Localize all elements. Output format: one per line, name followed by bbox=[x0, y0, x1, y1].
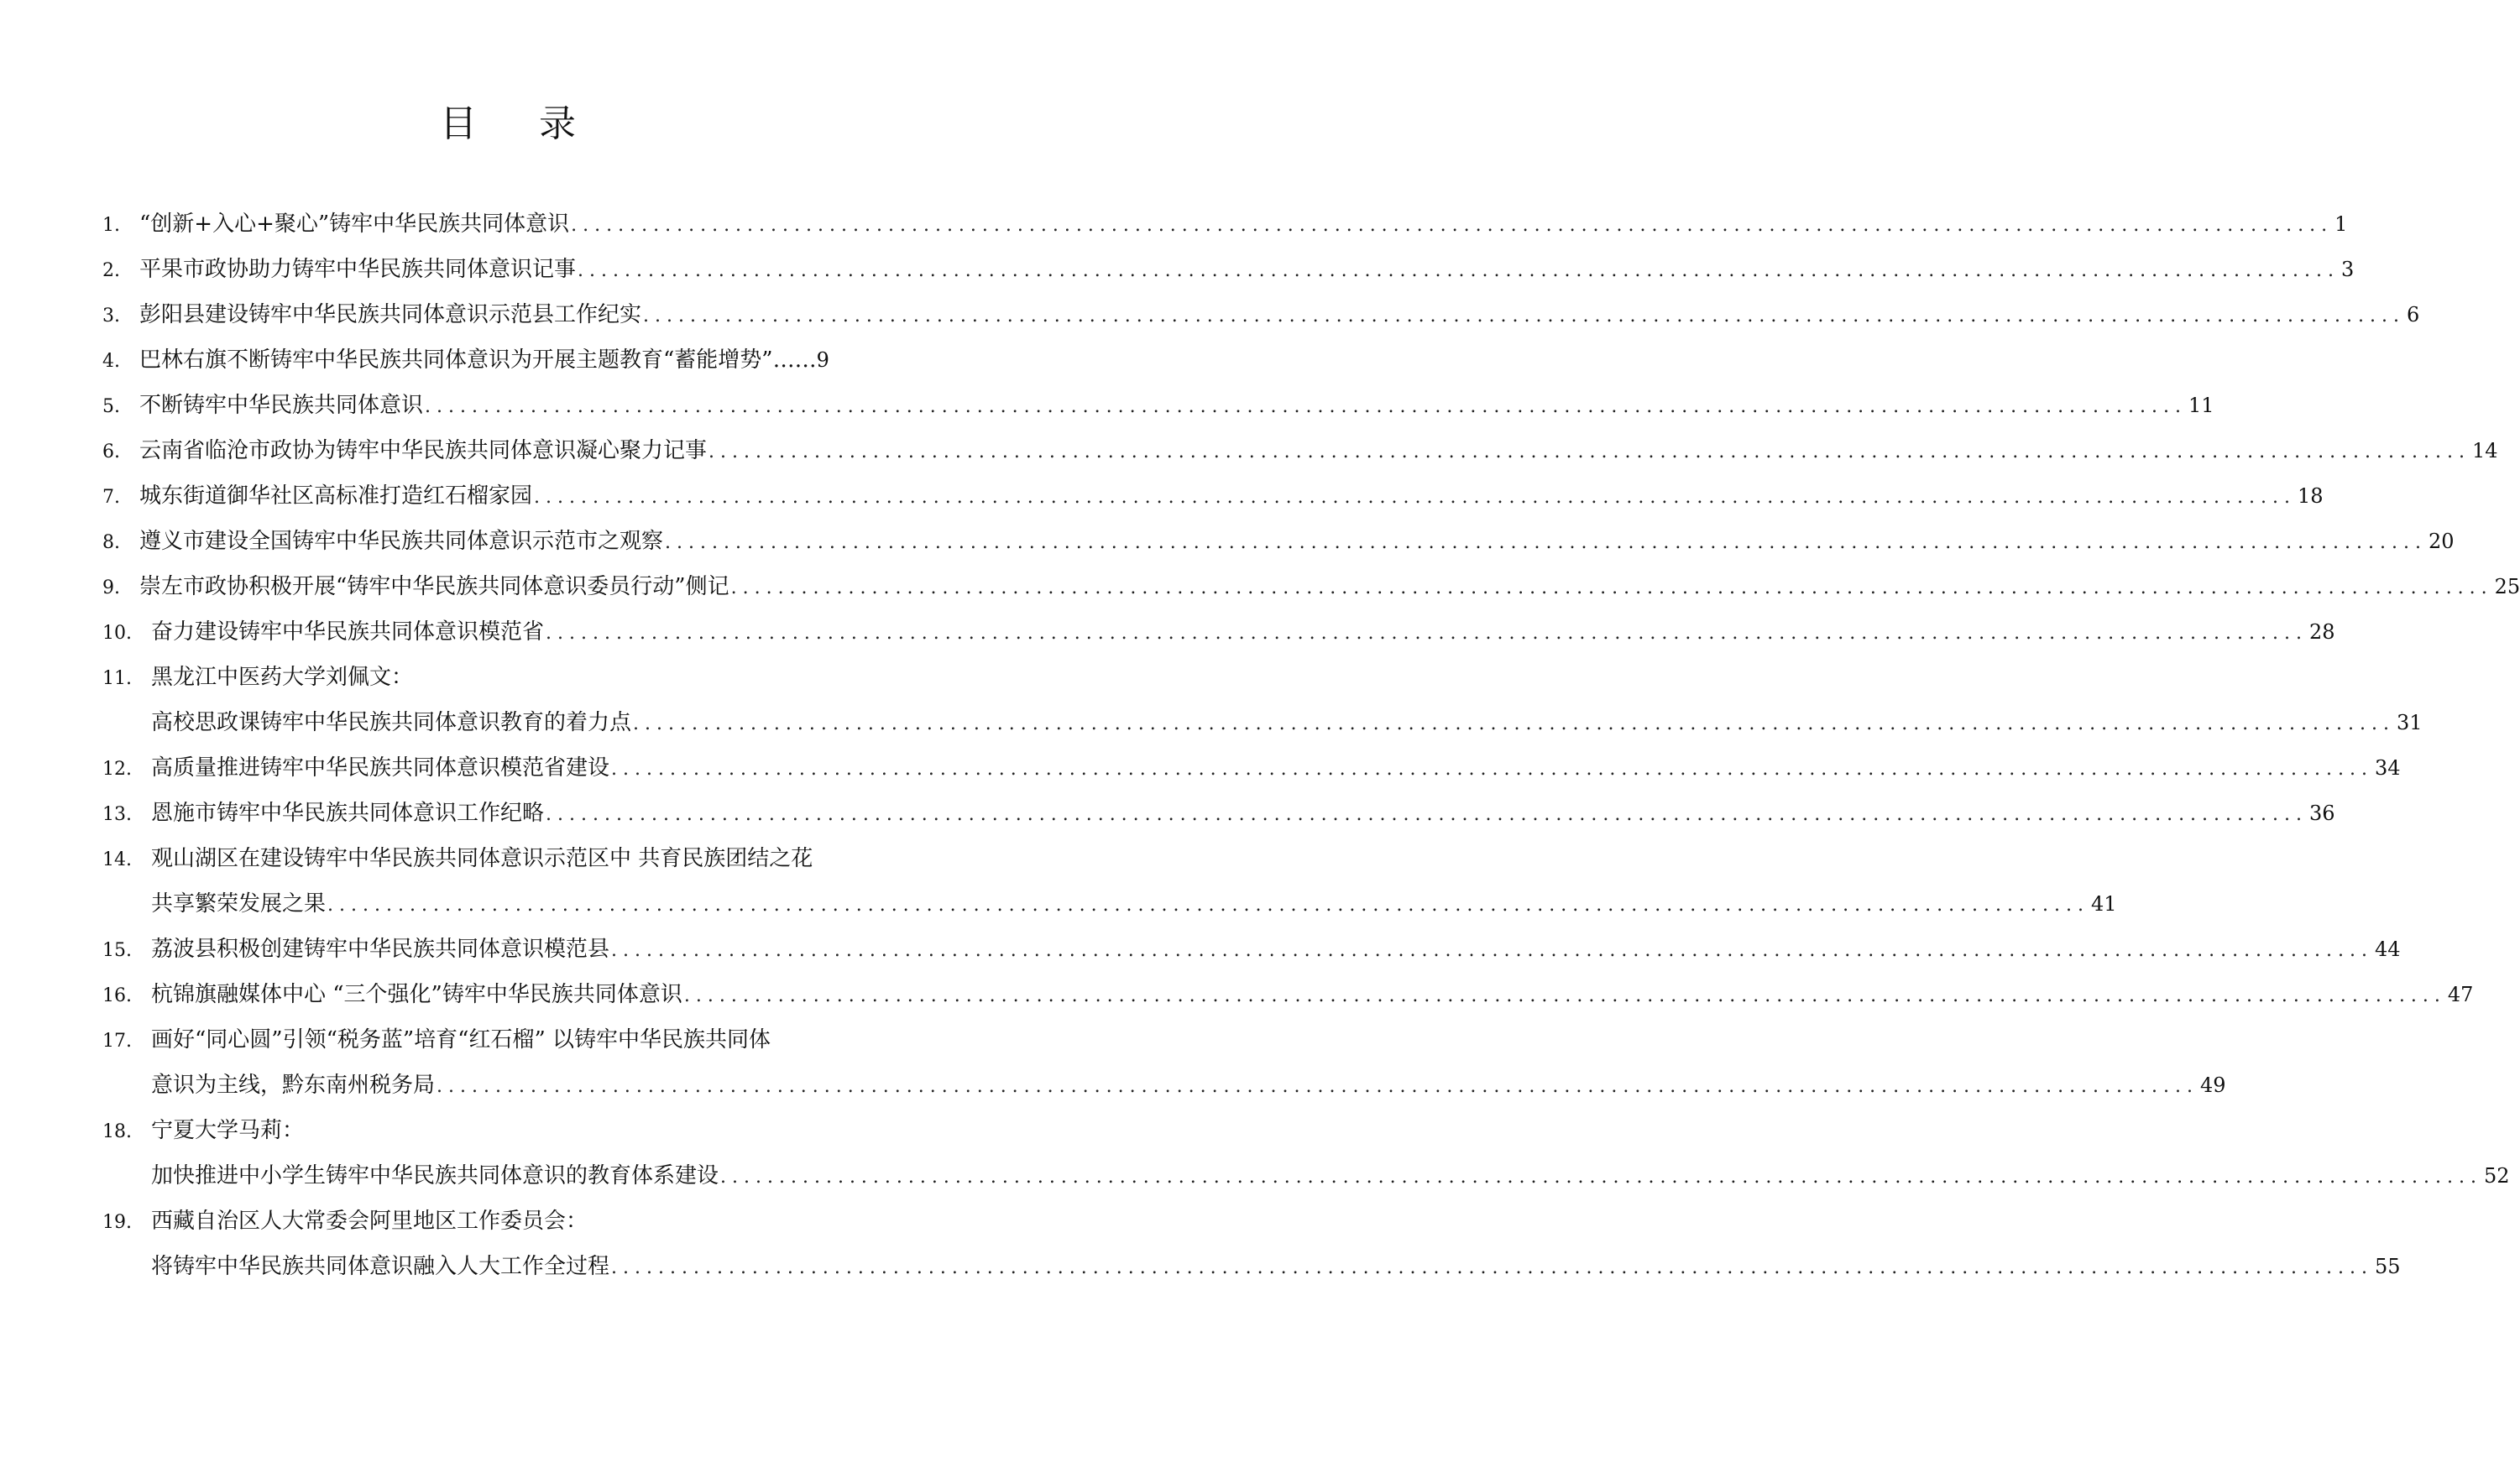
toc-number: 18. bbox=[102, 1121, 132, 1142]
toc-title: 不断铸牢中华民族共同体意识 bbox=[139, 393, 424, 418]
toc-number: 10. bbox=[102, 623, 132, 644]
toc-entry-12[interactable] bbox=[102, 745, 2401, 791]
toc-entry-6[interactable] bbox=[102, 428, 2498, 473]
toc-page-number: 44 bbox=[2375, 938, 2401, 961]
toc-title: 荔波县积极创建铸牢中华民族共同体意识模范县 bbox=[151, 937, 610, 962]
toc-title: 崇左市政协积极开展“铸牢中华民族共同体意识委员行动”侧记 bbox=[139, 574, 729, 599]
toc-title: 巴林右旗不断铸牢中华民族共同体意识为开展主题教育“蓄能增势”…… bbox=[139, 347, 817, 373]
toc-page-number: 52 bbox=[2484, 1164, 2510, 1188]
toc-page-number: 36 bbox=[2309, 802, 2335, 825]
toc-number: 19. bbox=[102, 1212, 132, 1233]
toc-entry-17[interactable] bbox=[102, 1063, 2226, 1108]
toc-page-number: 20 bbox=[2429, 530, 2455, 553]
toc-title: 平果市政协助力铸牢中华民族共同体意识记事 bbox=[139, 257, 577, 282]
toc-entry-13[interactable] bbox=[102, 791, 2335, 836]
dot-leader bbox=[611, 1246, 2373, 1291]
toc-number: 12. bbox=[102, 759, 132, 780]
toc-title: 高质量推进铸牢中华民族共同体意识模范省建设 bbox=[151, 755, 610, 781]
toc-entry-11[interactable] bbox=[102, 700, 2423, 745]
toc-title-line1: 黑龙江中医药大学刘佩文： bbox=[151, 665, 414, 690]
dot-leader bbox=[665, 520, 2427, 566]
toc-number: 3. bbox=[102, 306, 120, 326]
toc-number: 4. bbox=[102, 351, 120, 372]
toc-page-number: 3 bbox=[2341, 258, 2355, 281]
toc-entry-1[interactable] bbox=[102, 201, 2348, 247]
toc-number: 9. bbox=[102, 577, 120, 598]
toc-title-line1: 西藏自治区人大常委会阿里地区工作委员会： bbox=[151, 1209, 588, 1234]
toc-page-number: 25 bbox=[2494, 575, 2520, 598]
dot-leader bbox=[643, 294, 2405, 339]
dot-leader bbox=[534, 475, 2296, 520]
dot-leader bbox=[611, 928, 2373, 974]
toc-entry-2[interactable] bbox=[102, 247, 2355, 292]
toc-title: 遵义市建设全国铸牢中华民族共同体意识示范市之观察 bbox=[139, 529, 664, 554]
dot-leader bbox=[571, 203, 2333, 248]
toc-entry-10[interactable] bbox=[102, 609, 2335, 655]
toc-page-number: 9 bbox=[816, 348, 829, 372]
toc-page-number: 6 bbox=[2407, 303, 2420, 326]
toc-page-number: 11 bbox=[2188, 394, 2214, 417]
dot-leader bbox=[708, 430, 2470, 475]
toc-entry-9[interactable] bbox=[102, 564, 2520, 609]
toc-title: 加快推进中小学生铸牢中华民族共同体意识的教育体系建设 bbox=[151, 1163, 719, 1188]
toc-number: 1. bbox=[102, 215, 120, 236]
toc-number: 16. bbox=[102, 985, 132, 1006]
toc-number: 11. bbox=[102, 668, 132, 689]
toc-entry-8[interactable] bbox=[102, 519, 2455, 564]
toc-page-number: 1 bbox=[2334, 212, 2348, 236]
toc-number: 2. bbox=[102, 260, 120, 281]
dot-leader bbox=[546, 611, 2308, 656]
toc-title: 彭阳县建设铸牢中华民族共同体意识示范县工作纪实 bbox=[139, 302, 642, 327]
toc-number: 6. bbox=[102, 441, 120, 462]
toc-number: 13. bbox=[102, 804, 132, 825]
toc-title: 共享繁荣发展之果 bbox=[151, 891, 327, 917]
dot-leader bbox=[731, 566, 2493, 611]
toc-title-line1: 画好“同心圆”引领“税务蓝”培育“红石榴” 以铸牢中华民族共同体 bbox=[151, 1027, 771, 1053]
table-of-contents bbox=[102, 201, 2520, 1289]
toc-page-number: 55 bbox=[2375, 1255, 2401, 1278]
dot-leader bbox=[425, 384, 2187, 430]
dot-leader bbox=[720, 1155, 2482, 1200]
toc-entry-5[interactable] bbox=[102, 383, 2214, 428]
dot-leader bbox=[546, 792, 2308, 838]
dot-leader bbox=[633, 702, 2395, 747]
toc-number: 5. bbox=[102, 396, 120, 417]
toc-title: 杭锦旗融媒体中心 “三个强化”铸牢中华民族共同体意识 bbox=[151, 982, 682, 1007]
toc-title: 云南省临沧市政协为铸牢中华民族共同体意识凝心聚力记事 bbox=[139, 438, 708, 463]
toc-page-number: 34 bbox=[2375, 756, 2401, 780]
toc-entry-11-heading[interactable] bbox=[102, 655, 942, 700]
toc-entry-4[interactable] bbox=[102, 337, 942, 383]
toc-entry-14-heading[interactable] bbox=[102, 836, 942, 881]
toc-entry-16[interactable] bbox=[102, 972, 2474, 1017]
toc-entry-19[interactable] bbox=[102, 1244, 2401, 1289]
toc-number: 15. bbox=[102, 940, 132, 961]
dot-leader bbox=[684, 974, 2446, 1019]
dot-leader bbox=[578, 248, 2340, 294]
toc-entry-19-heading[interactable] bbox=[102, 1199, 942, 1244]
toc-number: 14. bbox=[102, 849, 132, 870]
toc-title: 将铸牢中华民族共同体意识融入人大工作全过程 bbox=[151, 1254, 610, 1279]
page-title: 目 录 bbox=[440, 102, 601, 145]
dot-leader bbox=[611, 747, 2373, 792]
toc-title-line1: 观山湖区在建设铸牢中华民族共同体意识示范区中 共育民族团结之花 bbox=[151, 846, 813, 871]
toc-number: 7. bbox=[102, 487, 120, 508]
toc-entry-18-heading[interactable] bbox=[102, 1108, 942, 1153]
toc-page-number: 41 bbox=[2091, 892, 2117, 916]
toc-title: 城东街道御华社区高标准打造红石榴家园 bbox=[139, 483, 533, 509]
toc-title: “创新+入心+聚心”铸牢中华民族共同体意识 bbox=[139, 212, 570, 237]
toc-page-number: 18 bbox=[2298, 484, 2324, 508]
dot-leader bbox=[437, 1064, 2198, 1110]
toc-title: 高校思政课铸牢中华民族共同体意识教育的着力点 bbox=[151, 710, 632, 735]
toc-page-number: 31 bbox=[2397, 711, 2423, 734]
dot-leader bbox=[327, 883, 2089, 928]
toc-entry-7[interactable] bbox=[102, 473, 2324, 519]
toc-number: 17. bbox=[102, 1031, 132, 1052]
toc-page-number: 47 bbox=[2447, 983, 2474, 1006]
toc-title: 恩施市铸牢中华民族共同体意识工作纪略 bbox=[151, 801, 545, 826]
toc-entry-15[interactable] bbox=[102, 927, 2401, 972]
toc-entry-14[interactable] bbox=[102, 881, 2117, 927]
toc-page-number: 49 bbox=[2200, 1073, 2226, 1097]
toc-number: 8. bbox=[102, 532, 120, 553]
toc-title: 奋力建设铸牢中华民族共同体意识模范省 bbox=[151, 619, 545, 645]
toc-page-number: 28 bbox=[2309, 620, 2335, 644]
toc-entry-17-heading[interactable] bbox=[102, 1017, 942, 1063]
toc-page-number: 14 bbox=[2472, 439, 2498, 462]
toc-title: 意识为主线，黔东南州税务局 bbox=[151, 1073, 436, 1098]
toc-entry-18[interactable] bbox=[102, 1153, 2510, 1199]
toc-title-line1: 宁夏大学马莉： bbox=[151, 1118, 305, 1143]
toc-entry-3[interactable] bbox=[102, 292, 2420, 337]
